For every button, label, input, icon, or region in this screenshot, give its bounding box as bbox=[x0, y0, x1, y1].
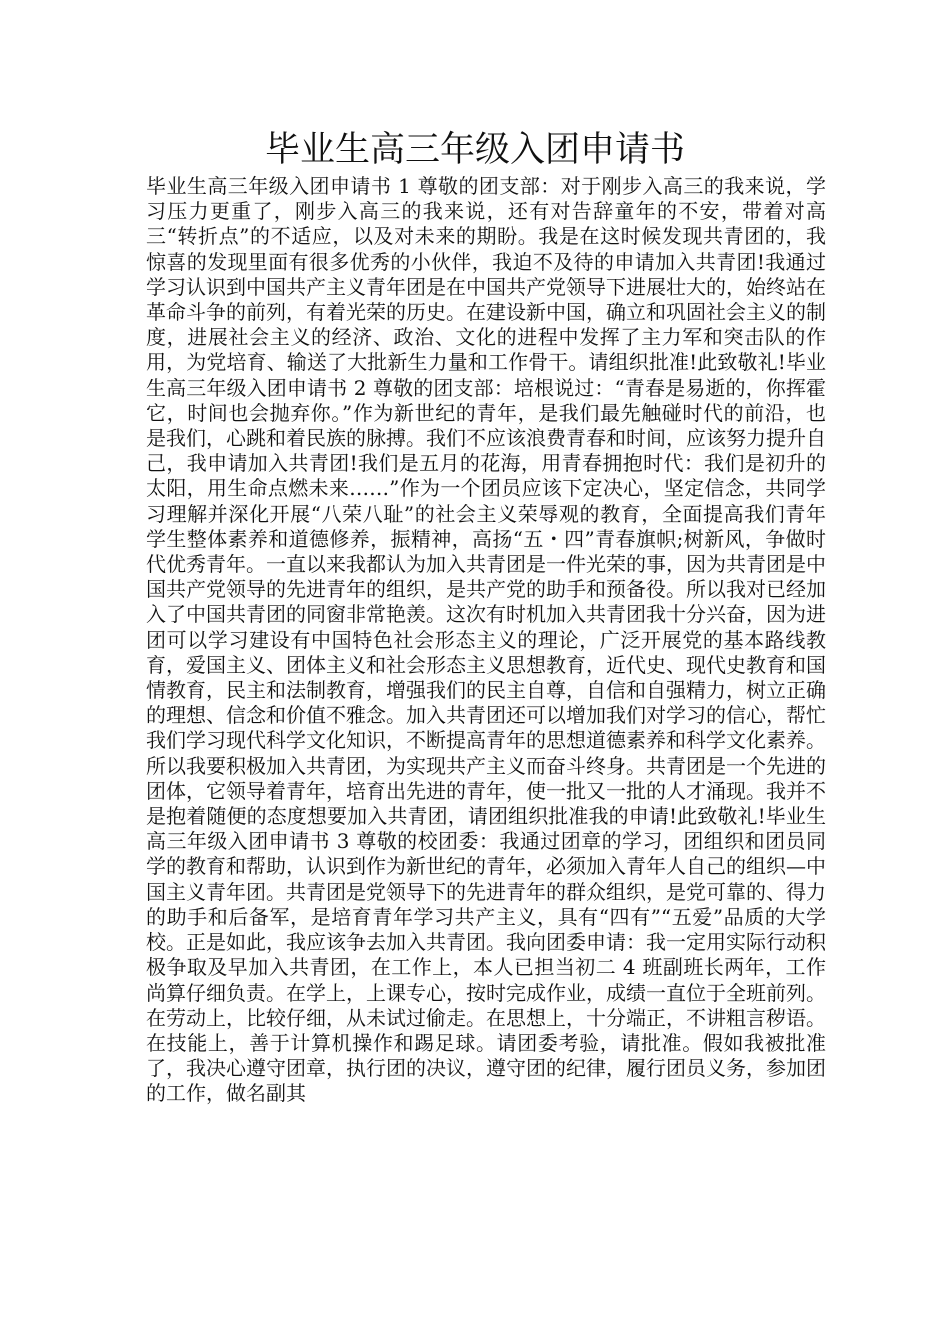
document-body-text: 毕业生高三年级入团申请书 1 尊敬的团支部：对于刚步入高三的我来说，学习压力更重了，刚步入高三的我来说，还有对告辞童年的不安，带着对高三“转折点”的不适应，以及对未来的期盼。我是在这时候发现共青团的，我惊喜的发现里面有很多优秀的小伙伴，我迫不及待的申请加入共青团!我通过学习认识到中国共产主义青年团是在中国共产党领导下进展壮大的，始终站在革命斗争的前列，有着光荣的历史。在建设新中国，确立和巩固社会主义的制度，进展社会主义的经济、政治、文化的进程中发挥了主力军和突击队的作用，为党培育、输送了大批新生力量和工作骨干。请组织批准!此致敬礼!毕业生高三年级入团申请书 2 尊敬的团支部：培根说过：“青春是易逝的，你挥霍它，时间也会抛弃你。”作为新世纪的青年，是我们最先触碰时代的前沿，也是我们，心跳和着民族的脉搏。我们不应该浪费青春和时间，应该努力提升自己，我申请加入共青团!我们是五月的花海，用青春拥抱时代：我们是初升的太阳，用生命点燃未来……”作为一个团员应该下定决心，坚定信念，共同学习理解并深化开展“八荣八耻”的社会主义荣辱观的教育，全面提高我们青年学生整体素养和道德修养，振精神，高扬“五・四”青春旗帜;树新风，争做时代优秀青年。一直以来我都认为加入共青团是一件光荣的事，因为共青团是中国共产党领导的先进青年的组织，是共产党的助手和预备役。所以我对已经加入了中国共青团的同窗非常艳羡。这次有时机加入共青团我十分兴奋，因为进团可以学习建设有中国特色社会形态主义的理论，广泛开展党的基本路线教育，爱国主义、团体主义和社会形态主义思想教育，近代史、现代史教育和国情教育，民主和法制教育，增强我们的民主自尊，自信和自强精力，树立正确的理想、信念和价值不雅念。加入共青团还可以增加我们对学习的信心，帮忙我们学习现代科学文化知识，不断提高青年的思想道德素养和科学文化素养。所以我要积极加入共青团，为实现共产主义而奋斗终身。共青团是一个先进的团体，它领导着青年，培育出先进的青年，使一批又一批的人才涌现。我并不是抱着随便的态度想要加入共青团，请团组织批准我的申请!此致敬礼!毕业生高三年级入团申请书 3 尊敬的校团委：我通过团章的学习，团组织和团员同学的教育和帮助，认识到作为新世纪的青年，必须加入青年人自己的组织—中国主义青年团。共青团是党领导下的先进青年的群众组织，是党可靠的、得力的助手和后备军，是培育青年学习共产主义，具有“四有”“五爱”品质的大学校。正是如此，我应该争去加入共青团。我向团委申请：我一定用实际行动积极争取及早加入共青团，在工作上，本人已担当初二 4 班副班长两年，工作尚算仔细负责。在学上，上课专心，按时完成作业，成绩一直位于全班前列。在劳动上，比较仔细，从未试过偷走。在思想上，十分端正，不讲粗言秽语。在技能上，善于计算机操作和踢足球。请团委考验，请批准。假如我被批准了，我决心遵守团章，执行团的决议，遵守团的纪律，履行团员义务，参加团的工作，做名副其 bbox=[146, 174, 826, 1106]
document-title: 毕业生高三年级入团申请书 bbox=[264, 130, 685, 170]
